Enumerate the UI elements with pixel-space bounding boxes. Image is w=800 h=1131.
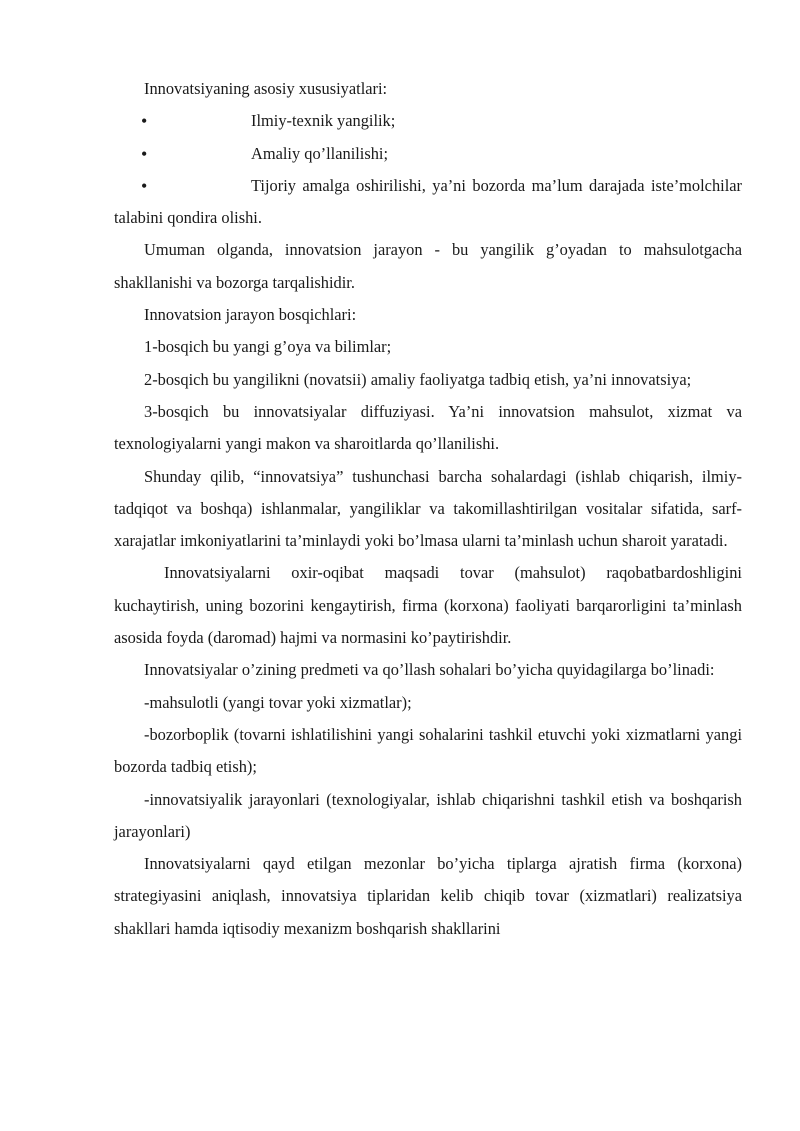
- bullet-item: [114, 105, 742, 137]
- body-paragraph: Innovatsion jarayon bosqichlari:: [144, 305, 357, 325]
- bullet-item: [114, 138, 742, 170]
- body-paragraph: Shunday qilib, “innovatsiya” tushunchasi barcha sohalardagi (ishlab chiqarish, ilmiy-tadqiqot va boshqa) ishlanmalar, yangiliklar va takomillashtirilgan vositalar sifatida, sarf-xarajatlar imkoniyatlarini ta’minlaydi yoki bo’lmasa ularni ta’minlash uchun sharoit yaratadi.: [114, 466, 742, 551]
- body-paragraph: Innovatsiyalarni qayd etilgan mezonlar bo’yicha tiplarga ajratish firma (korxona) strategiyasini aniqlash, innovatsiya tiplaridan kelib chiqib tovar (xizmatlari) realizatsiya shakllari hamda iqtisodiy mexanizm boshqarish shakllarini: [114, 854, 742, 938]
- body-paragraph: -bozorboplik (tovarni ishlatilishini yangi sohalarini tashkil etuvchi yoki xizmatlarni yangi bozorda tadbiq etish);: [114, 724, 742, 777]
- bullet-text: Ilmiy-texnik yangilik;: [251, 111, 396, 131]
- body-paragraph: Innovatsiyalar o’zining predmeti va qo’llash sohalari bo’yicha quyidagilarga bo’linadi:: [144, 660, 715, 680]
- bullet-dot-icon: •: [141, 175, 148, 196]
- body-paragraph: 3-bosqich bu innovatsiyalar diffuziyasi. Ya’ni innovatsion mahsulot, xizmat va texnologiyalarni yangi makon va sharoitlarda qo’llanilishi.: [114, 401, 742, 454]
- bullet-text: Amaliy qo’llanilishi;: [251, 143, 389, 163]
- bullet-item: [114, 170, 742, 235]
- body-paragraph: Umuman olganda, innovatsion jarayon - bu yangilik g’oyadan to mahsulotgacha shakllanishi va bozorga tarqalishidir.: [114, 240, 742, 292]
- body-paragraph: -innovatsiyalik jarayonlari (texnologiyalar, ishlab chiqarishni tashkil etish va boshqarish jarayonlari): [114, 789, 742, 841]
- heading-paragraph: Innovatsiyaning asosiy xususiyatlari:: [144, 79, 388, 98]
- body-paragraph: 1-bosqich bu yangi g’oya va bilimlar;: [144, 337, 392, 357]
- body-paragraph: 2-bosqich bu yangilikni (novatsii) amaliy faoliyatga tadbiq etish, ya’ni innovatsiya;: [144, 369, 692, 389]
- body-paragraph: -mahsulotli (yangi tovar yoki xizmatlar);: [144, 692, 412, 712]
- document-page: [114, 73, 742, 945]
- bullet-dot-icon: •: [141, 111, 148, 132]
- bullet-dot-icon: •: [141, 143, 148, 164]
- body-paragraph: Innovatsiyalarni oxir-oqibat maqsadi tovar (mahsulot) raqobatbardoshligini kuchaytirish, uning bozorini kengaytirish, firma (korxona) faoliyati barqarorligini ta’minlash asosida foyda (daromad) hajmi va normasini ko’paytirishdir.: [114, 563, 742, 648]
- bullet-text: Tijoriy amalga oshirilishi, ya’ni bozorda ma’lum darajada iste’molchilar talabini qondira olishi.: [114, 175, 742, 228]
